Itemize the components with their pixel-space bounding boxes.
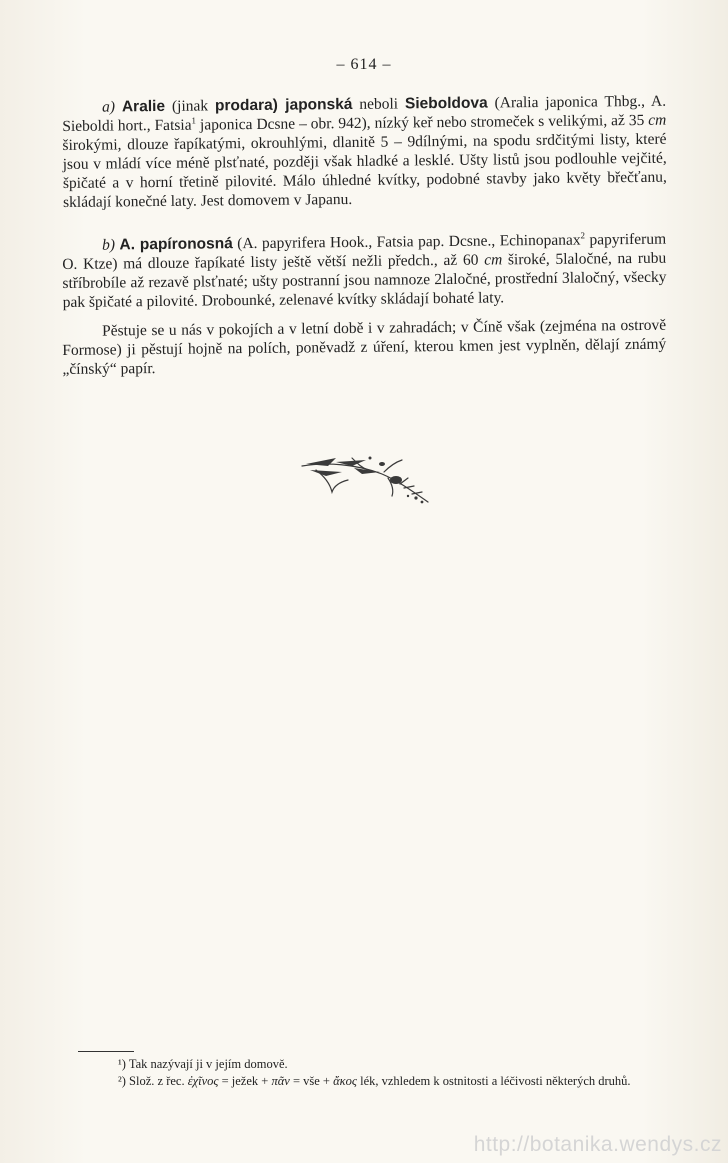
entry-a-paragraph bbox=[62, 92, 667, 212]
entry-a-name-3: Sieboldova bbox=[404, 94, 488, 113]
footnote-1-mark: ¹) bbox=[118, 1057, 126, 1071]
entry-a-unit: cm bbox=[648, 111, 667, 129]
entry-a-text-5: širokými, dlouze řapíkatými, okrouhlými, dlanitě 5 – 9dílnými, na spodu srdčitými listy, které jsou v mládí více méně plsťnaté, později však hladké a lesklé. Ušty listů jsou podlouhle vejčité, špičaté a v horní třetině pilovité. Málo úhledné kvítky, podobné stavby jako květy břečťanu, skládají konečné laty. Jest domovem v Japanu. bbox=[62, 130, 667, 211]
entry-a-text-1: (jinak bbox=[164, 97, 216, 115]
entry-b-label: b) bbox=[102, 236, 116, 254]
footnote-1 bbox=[78, 1056, 676, 1073]
entry-b-paragraph bbox=[62, 230, 667, 312]
footnotes bbox=[78, 1056, 676, 1090]
entry-cultivation bbox=[62, 316, 667, 379]
footnote-2-text-1: Slož. z řec. bbox=[125, 1074, 188, 1088]
footnote-2-greek-2: πᾶν bbox=[271, 1074, 290, 1088]
entry-a-label: a) bbox=[102, 98, 116, 116]
entry-b-unit: cm bbox=[484, 251, 503, 269]
entry-a-text-2: neboli bbox=[352, 95, 406, 113]
footnote-2-text-4: lék, vzhledem k ostnitosti a léčivosti některých druhů. bbox=[356, 1074, 631, 1088]
entry-b-text-2: papyriferum O. Ktze) má dlouze řapíkaté listy ještě větší nežli předch., až 60 bbox=[62, 230, 667, 273]
entry-a-name-2: prodara) japonská bbox=[214, 95, 353, 115]
footnote-ref-1[interactable]: 1 bbox=[191, 115, 197, 126]
entry-c-paragraph: Pěstuje se u nás v pokojích a v letní době i v zahradách; v Číně však (zejména na ostrově Formose) ji pěstují hojně na polích, poněvadž z úření, kterou kmen jest vyplněn, dělají známý „čínský“ papír. bbox=[62, 316, 667, 378]
floral-vignette-icon bbox=[296, 452, 436, 512]
entry-b-name: A. papíronosná bbox=[119, 235, 233, 254]
entry-a-text-3: (Aralia japonica Thbg., A. Sieboldi hort., Fatsia bbox=[62, 92, 667, 135]
footnote-2-text-3: = vše + bbox=[289, 1074, 334, 1088]
entry-b-text-3: široké, 5laločné, na rubu stříbrobíle až rezavě plsťnaté; ušty postranní jsou namnoze 2laločné, prostřední 3laločný, všecky pak špičaté a pilovité. Drobounké, zelenavé kvítky skládají bohaté laty. bbox=[62, 249, 667, 311]
footnote-2-mark: ²) bbox=[118, 1074, 126, 1088]
entry-aralia-japonica bbox=[62, 92, 667, 212]
entry-a-text-4: japonica Dcsne – obr. 942), nízký keř nebo stromeček s velikými, až 35 bbox=[195, 111, 649, 134]
entry-a-name-1: Aralie bbox=[121, 97, 166, 116]
footnote-divider bbox=[78, 1051, 134, 1052]
entry-b-text-1: (A. papyrifera Hook., Fatsia pap. Dcsne., Echinopanax bbox=[232, 231, 581, 253]
page-number: – 614 – bbox=[336, 56, 392, 73]
footnote-2-text-2: = ježek + bbox=[218, 1074, 272, 1088]
footnote-ref-2[interactable]: 2 bbox=[580, 230, 586, 241]
footnote-2-greek-1: ἐχῖνος bbox=[187, 1074, 219, 1088]
source-watermark: http://botanika.wendys.cz bbox=[473, 1133, 722, 1156]
footnote-1-text: Tak nazývají ji v jejím domově. bbox=[125, 1057, 288, 1071]
footnote-2 bbox=[78, 1073, 676, 1090]
entry-aralia-papyrifera bbox=[62, 230, 667, 312]
footnote-2-greek-3: ἄκος bbox=[333, 1074, 357, 1088]
